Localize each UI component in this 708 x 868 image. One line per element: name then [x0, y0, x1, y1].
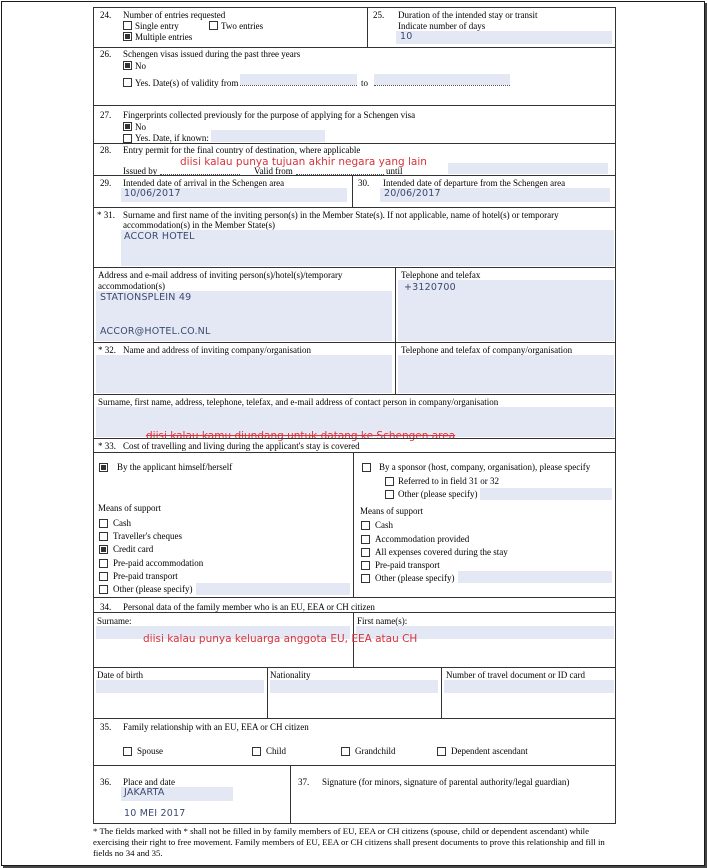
field-32-title: Name and address of inviting company/organisation — [123, 345, 312, 355]
valid-from-label: Valid from — [254, 166, 293, 176]
family-nationality-field[interactable] — [270, 680, 438, 693]
single-entry-label: Single entry — [135, 21, 179, 31]
multiple-entries-label: Multiple entries — [135, 32, 193, 42]
field-36-number: 36. — [100, 777, 112, 787]
footnote: * The fields marked with * shall not be filled in by family members of EU, EEA or CH citizens (spouse, child or dependent ascendant) while exercising their right to free movement. Family members of EU, EEA or CH citizens shall present documents to prove this relationship and fill in fields no 34 and 35. — [93, 826, 605, 858]
fingerprints-date-field[interactable] — [211, 130, 325, 142]
sponsor-cash-label: Cash — [375, 520, 393, 530]
entry-permit-until-field[interactable] — [448, 163, 608, 174]
means-prepaid-transport-label: Pre-paid transport — [113, 571, 178, 581]
sponsor-all-expenses-label: All expenses covered during the stay — [375, 547, 508, 557]
inviting-person-value: ACCOR HOTEL — [124, 231, 195, 242]
issued-by-label: Issued by — [123, 166, 158, 176]
sponsor-other-means-label: Other (please specify) — [375, 573, 455, 583]
relationship-child-checkbox[interactable] — [252, 747, 261, 756]
field-35-number: 35. — [100, 722, 112, 732]
doc-number-label: Number of travel document or ID card — [446, 670, 585, 680]
company-phone-field[interactable] — [398, 355, 614, 393]
sponsor-accommodation-checkbox[interactable] — [361, 535, 370, 544]
field-30-number: 30. — [358, 178, 370, 188]
sponsor-other-checkbox[interactable] — [385, 490, 394, 499]
field-34-title: Personal data of the family member who is an EU, EEA or CH citizen — [123, 602, 375, 612]
cost-by-sponsor-label: By a sponsor (host, company, organisation), please specify — [379, 462, 591, 472]
company-name-address-field[interactable] — [96, 355, 392, 393]
field-24-number: 24. — [100, 10, 112, 20]
family-doc-number-field[interactable] — [444, 680, 614, 693]
field-29-number: 29. — [100, 178, 112, 188]
contact-person-note: diisi kalau kamu diundang untuk datang ke Schengen area — [146, 430, 456, 442]
cost-by-applicant-label: By the applicant himself/herself — [117, 462, 233, 472]
means-other-checkbox[interactable] — [99, 585, 108, 594]
field-32-number: * 32. — [98, 345, 116, 355]
field-33-number: * 33. — [98, 441, 116, 451]
visas-yes-checkbox[interactable] — [123, 78, 132, 87]
surname-label: Surname: — [97, 616, 132, 626]
section-34 — [93, 597, 616, 719]
relationship-child-label: Child — [266, 746, 287, 756]
dob-label: Date of birth — [97, 670, 143, 680]
company-phone-title: Telephone and telefax of company/organisation — [401, 345, 573, 355]
field-34-number: 34. — [100, 602, 112, 612]
address-value-line2: ACCOR@HOTEL.CO.NL — [100, 326, 211, 337]
means-other-label: Other (please specify) — [113, 584, 193, 594]
address-value-line1: STATIONSPLEIN 49 — [100, 292, 192, 303]
means-travellers-cheques-label: Traveller's cheques — [113, 531, 183, 541]
relationship-ascendant-label: Dependent ascendant — [451, 746, 528, 756]
phone-value: +3120700 — [404, 282, 456, 293]
arrival-date-value: 10/06/2017 — [124, 188, 181, 199]
relationship-spouse-checkbox[interactable] — [123, 747, 132, 756]
visa-validity-from-field[interactable] — [240, 74, 357, 85]
relationship-grandchild-label: Grandchild — [355, 746, 396, 756]
phone-title: Telephone and telefax — [401, 270, 481, 280]
field-25-number: 25. — [373, 10, 385, 20]
right-means-title: Means of support — [360, 506, 423, 516]
field-25-subtitle: Indicate number of days — [398, 21, 486, 31]
sponsor-other-means-field[interactable] — [458, 571, 612, 583]
first-name-label: First name(s): — [357, 616, 408, 626]
field-25-title: Duration of the intended stay or transit — [398, 10, 538, 20]
field-35-title: Family relationship with an EU, EEA or CH citizen — [123, 722, 309, 732]
cost-by-sponsor-checkbox[interactable] — [362, 463, 371, 472]
sponsor-other-specify-field[interactable] — [480, 488, 612, 500]
field-28-title: Entry permit for the final country of destination, where applicable — [123, 145, 361, 155]
sponsor-prepaid-transport-checkbox[interactable] — [361, 561, 370, 570]
visas-yes-label: Yes. Date(s) of validity from — [135, 78, 239, 88]
means-credit-card-checkbox[interactable] — [99, 545, 108, 554]
visas-to-label: to — [361, 78, 369, 88]
departure-date-value: 20/06/2017 — [384, 188, 441, 199]
relationship-ascendant-checkbox[interactable] — [437, 747, 446, 756]
field-30-title: Intended date of departure from the Schengen area — [383, 178, 566, 188]
fingerprints-no-label: No — [135, 122, 146, 132]
field-31-number: * 31. — [97, 210, 115, 220]
field-24-title: Number of entries requested — [123, 10, 226, 20]
field-37-title: Signature (for minors, signature of parental authority/legal guardian) — [322, 777, 570, 787]
sponsor-referred-checkbox[interactable] — [385, 477, 394, 486]
means-cash-checkbox[interactable] — [99, 519, 108, 528]
visa-validity-to-field[interactable] — [374, 74, 510, 85]
sponsor-all-expenses-checkbox[interactable] — [361, 548, 370, 557]
cost-by-applicant-checkbox[interactable] — [99, 463, 108, 472]
sponsor-cash-checkbox[interactable] — [361, 521, 370, 530]
relationship-grandchild-checkbox[interactable] — [341, 747, 350, 756]
duration-days-value: 10 — [400, 31, 413, 42]
address-title-line2: accommodation(s) — [98, 281, 165, 291]
date-value: 10 MEI 2017 — [124, 808, 186, 819]
field-29-title: Intended date of arrival in the Schengen area — [123, 178, 285, 188]
multiple-entries-checkbox[interactable] — [123, 32, 132, 41]
family-member-note: diisi kalau punya keluarga anggota EU, EEA atau CH — [143, 633, 418, 645]
visas-no-checkbox[interactable] — [123, 61, 132, 70]
sponsor-accommodation-label: Accommodation provided — [375, 534, 470, 544]
field-26-number: 26. — [100, 49, 112, 59]
field-37-number: 37. — [298, 777, 310, 787]
two-entries-label: Two entries — [221, 21, 264, 31]
relationship-spouse-label: Spouse — [137, 746, 164, 756]
means-travellers-cheques-checkbox[interactable] — [99, 532, 108, 541]
contact-person-title: Surname, first name, address, telephone, telefax, and e-mail address of contact person in company/organisation — [98, 397, 499, 407]
field-27-title: Fingerprints collected previously for the purpose of applying for a Schengen visa — [123, 110, 416, 120]
sponsor-prepaid-transport-label: Pre-paid transport — [375, 560, 440, 570]
field-27-number: 27. — [100, 110, 112, 120]
family-dob-field[interactable] — [96, 680, 264, 693]
field-33-title: Cost of travelling and living during the applicant's stay is covered — [123, 441, 360, 451]
entry-permit-note: diisi kalau punya tujuan akhir negara yang lain — [180, 156, 427, 168]
sponsor-referred-label: Referred to in field 31 or 32 — [398, 476, 499, 486]
field-26-title: Schengen visas issued during the past three years — [123, 49, 301, 59]
means-credit-card-label: Credit card — [113, 544, 154, 554]
duration-days-field[interactable] — [396, 31, 612, 44]
address-title-line1: Address and e-mail address of inviting person(s)/hotel(s)/temporary — [98, 270, 343, 280]
left-means-title: Means of support — [98, 503, 161, 513]
means-prepaid-transport-checkbox[interactable] — [99, 572, 108, 581]
two-entries-checkbox[interactable] — [209, 21, 218, 30]
fingerprints-yes-label: Yes. Date, if known: — [135, 133, 209, 143]
means-prepaid-accommodation-label: Pre-paid accommodation — [113, 558, 204, 568]
field-31-title-line1: Surname and first name of the inviting person(s) in the Member State(s). If not applicable, name of hotel(s) or temporary — [123, 210, 559, 220]
means-prepaid-accommodation-checkbox[interactable] — [99, 559, 108, 568]
single-entry-checkbox[interactable] — [123, 21, 132, 30]
place-value: JAKARTA — [124, 787, 165, 798]
field-28-number: 28. — [100, 145, 112, 155]
fingerprints-yes-checkbox[interactable] — [123, 134, 132, 143]
fingerprints-no-checkbox[interactable] — [123, 122, 132, 131]
means-other-specify-field[interactable] — [196, 583, 350, 595]
nationality-label: Nationality — [270, 670, 311, 680]
until-label: until — [386, 166, 403, 176]
means-cash-label: Cash — [113, 518, 131, 528]
sponsor-other-label: Other (please specify) — [398, 489, 478, 499]
field-36-title: Place and date — [123, 777, 175, 787]
field-31-title-line2: accommodation(s) in the Member State(s) — [123, 220, 275, 230]
sponsor-other-means-checkbox[interactable] — [361, 574, 370, 583]
visas-no-label: No — [135, 61, 146, 71]
